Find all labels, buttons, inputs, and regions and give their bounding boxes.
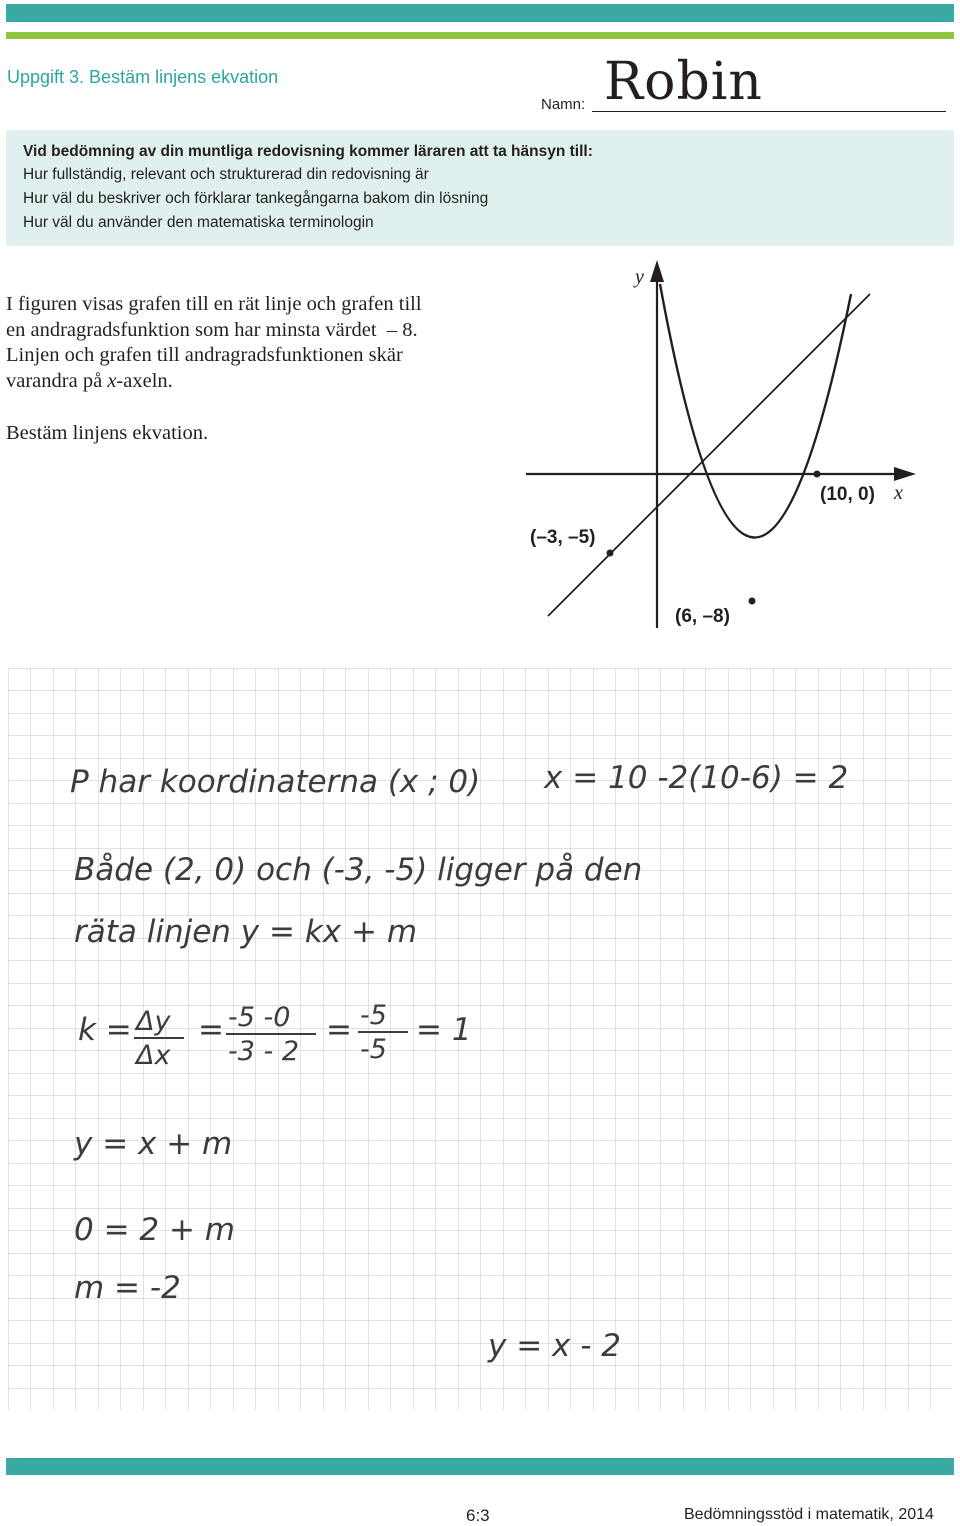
solution-line: -3 - 2 bbox=[228, 1036, 300, 1067]
solution-line: y = x + m bbox=[74, 1126, 233, 1162]
solution-line: y = x - 2 bbox=[488, 1328, 621, 1364]
task-title: Uppgift 3. Bestäm linjens ekvation bbox=[7, 67, 279, 87]
label-point-b: (10, 0) bbox=[820, 484, 875, 505]
problem-line-pre: varandra på bbox=[6, 370, 108, 393]
problem-question: Bestäm linjens ekvation. bbox=[6, 421, 209, 444]
footer-title: Bedömningsstöd i matematik, 2014 bbox=[684, 1506, 934, 1523]
straight-line bbox=[548, 294, 870, 616]
page-number: 6:3 bbox=[466, 1506, 490, 1525]
solution-line: k = bbox=[78, 1012, 132, 1048]
solution-line: P har koordinaterna (x ; 0) bbox=[70, 764, 481, 800]
solution-line: Δx bbox=[136, 1040, 171, 1071]
top-green-bar bbox=[6, 32, 954, 39]
y-axis-label: y bbox=[635, 266, 644, 288]
criteria-item: Hur väl du använder den matematiska terminologin bbox=[23, 214, 374, 231]
label-point-a: (–3, –5) bbox=[530, 527, 596, 548]
student-name: Robin bbox=[604, 52, 763, 112]
point-minus3-minus5 bbox=[607, 550, 614, 557]
solution-line: m = -2 bbox=[74, 1270, 181, 1306]
problem-line-post: -axeln. bbox=[116, 370, 173, 393]
solution-line: -5 bbox=[360, 1000, 387, 1031]
x-axis-arrow bbox=[894, 467, 916, 481]
solution-line: Både (2, 0) och (-3, -5) ligger på den bbox=[74, 852, 643, 888]
solution-line: Δy bbox=[136, 1006, 171, 1037]
solution-line: 0 = 2 + m bbox=[74, 1212, 236, 1248]
solution-line: räta linjen y = kx + m bbox=[74, 914, 418, 950]
solution-line: -5 -0 bbox=[228, 1002, 291, 1033]
name-label: Namn: bbox=[541, 96, 586, 113]
problem-line: I figuren visas grafen till en rät linje och grafen till bbox=[6, 293, 422, 315]
bottom-teal-bar bbox=[6, 1458, 954, 1475]
solution-line: x = 10 -2(10-6) = 2 bbox=[544, 760, 849, 796]
problem-line bbox=[6, 369, 476, 395]
graph-figure bbox=[520, 256, 940, 636]
solution-line: = bbox=[198, 1012, 224, 1048]
problem-line: en andragradsfunktion som har minsta värdet – 8. bbox=[6, 318, 418, 341]
point-vertex bbox=[749, 598, 756, 605]
criteria-item: Hur väl du beskriver och förklarar tankegångarna bakom din lösning bbox=[23, 190, 489, 207]
top-teal-bar bbox=[6, 4, 954, 22]
problem-text bbox=[6, 292, 476, 447]
handwritten-solution-sheet bbox=[8, 668, 952, 1410]
problem-line: Linjen och grafen till andragradsfunktionen skär bbox=[6, 344, 403, 367]
y-axis-arrow bbox=[650, 260, 664, 282]
label-vertex: (6, –8) bbox=[675, 606, 730, 627]
solution-line: = bbox=[326, 1012, 352, 1048]
point-10-0 bbox=[814, 471, 821, 478]
criteria-heading: Vid bedömning av din muntliga redovisning kommer läraren att ta hänsyn till: bbox=[23, 143, 593, 160]
solution-line: -5 bbox=[360, 1034, 387, 1065]
x-axis-label: x bbox=[894, 482, 903, 504]
solution-line: = 1 bbox=[416, 1012, 472, 1048]
problem-variable: x bbox=[107, 370, 117, 393]
criteria-item: Hur fullständig, relevant och strukturerad din redovisning är bbox=[23, 166, 429, 183]
